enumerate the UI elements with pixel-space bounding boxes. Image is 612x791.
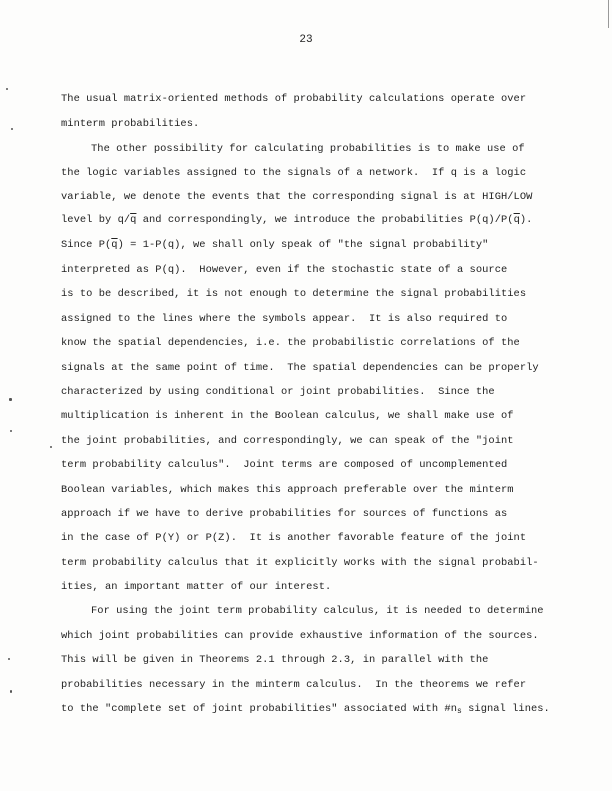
text-line-25: probabilities necessary in the minterm calculus. In the theorems we refer bbox=[61, 679, 527, 691]
text-line-10: assigned to the lines where the symbols appear. It is also required to bbox=[61, 313, 508, 325]
scan-speck bbox=[10, 690, 12, 693]
scan-speck bbox=[9, 398, 12, 401]
text-line-11: know the spatial dependencies, i.e. the probabilistic correlations of the bbox=[61, 337, 520, 349]
page-number: 23 bbox=[299, 34, 313, 46]
scan-edge-mark bbox=[608, 0, 609, 28]
text-line-1: The usual matrix-oriented methods of probability calculations operate over bbox=[61, 93, 527, 105]
text-line-17: Boolean variables, which makes this approach preferable over the minterm bbox=[61, 484, 514, 496]
text-line-9: is to be described, it is not enough to determine the signal probabilities bbox=[61, 288, 527, 300]
text-line-26-c: signal lines. bbox=[461, 703, 550, 715]
text-line-18: approach if we have to derive probabilities for sources of functions as bbox=[61, 508, 508, 520]
text-line-19: in the case of P(Y) or P(Z). It is another favorable feature of the joint bbox=[61, 532, 527, 544]
text-line-2: minterm probabilities. bbox=[61, 118, 200, 130]
text-line-8: interpreted as P(q). However, even if the stochastic state of a source bbox=[61, 264, 508, 276]
text-line-21: ities, an important matter of our interest. bbox=[61, 581, 332, 593]
q-complement: $\overline{q}$ bbox=[513, 214, 520, 226]
text-line-6-a: level by q/ bbox=[61, 214, 131, 226]
text-line-5: variable, we denote the events that the corresponding signal is at HIGH/LOW bbox=[61, 191, 533, 203]
text-line-23: which joint probabilities can provide exhaustive information of the sources. bbox=[61, 630, 539, 642]
text-line-6 bbox=[61, 214, 532, 226]
scan-speck bbox=[11, 128, 13, 130]
scan-speck bbox=[8, 658, 10, 660]
subscript-s: s bbox=[456, 707, 462, 716]
text-line-24: This will be given in Theorems 2.1 through 2.3, in parallel with the bbox=[61, 654, 489, 666]
text-line-22: For using the joint term probability calculus, it is needed to determine bbox=[91, 605, 544, 617]
text-line-14: multiplication is inherent in the Boolean calculus, we shall make use of bbox=[61, 410, 514, 422]
text-line-7 bbox=[61, 239, 488, 251]
scan-speck bbox=[6, 88, 8, 90]
text-line-13: characterized by using conditional or joint probabilities. Since the bbox=[61, 386, 495, 398]
scan-speck bbox=[50, 446, 52, 448]
text-line-6-e: ). bbox=[519, 214, 533, 226]
text-line-3: The other possibility for calculating probabilities is to make use of bbox=[91, 143, 525, 155]
text-line-7-a: Since P( bbox=[61, 239, 112, 251]
text-line-12: signals at the same point of time. The spatial dependencies can be properly bbox=[61, 362, 539, 374]
text-line-26-a: to the "complete set of joint probabilities" associated with #n bbox=[61, 703, 457, 715]
text-line-16: term probability calculus". Joint terms are composed of uncomplemented bbox=[61, 459, 508, 471]
text-line-20: term probability calculus that it explicitly works with the signal probabil- bbox=[61, 557, 539, 569]
text-line-7-c: ) = 1-P(q), we shall only speak of "the signal probability" bbox=[117, 239, 489, 251]
text-line-15: the joint probabilities, and correspondingly, we can speak of the "joint bbox=[61, 435, 514, 447]
text-line-26 bbox=[61, 703, 550, 716]
q-complement: $\overline{q}$ bbox=[130, 214, 137, 226]
text-line-6-c: and correspondingly, we introduce the probabilities P(q)/P( bbox=[136, 214, 514, 226]
text-line-4: the logic variables assigned to the signals of a network. If q is a logic bbox=[61, 167, 527, 179]
q-complement: $\overline{q}$ bbox=[111, 239, 118, 251]
scan-speck bbox=[10, 430, 12, 432]
